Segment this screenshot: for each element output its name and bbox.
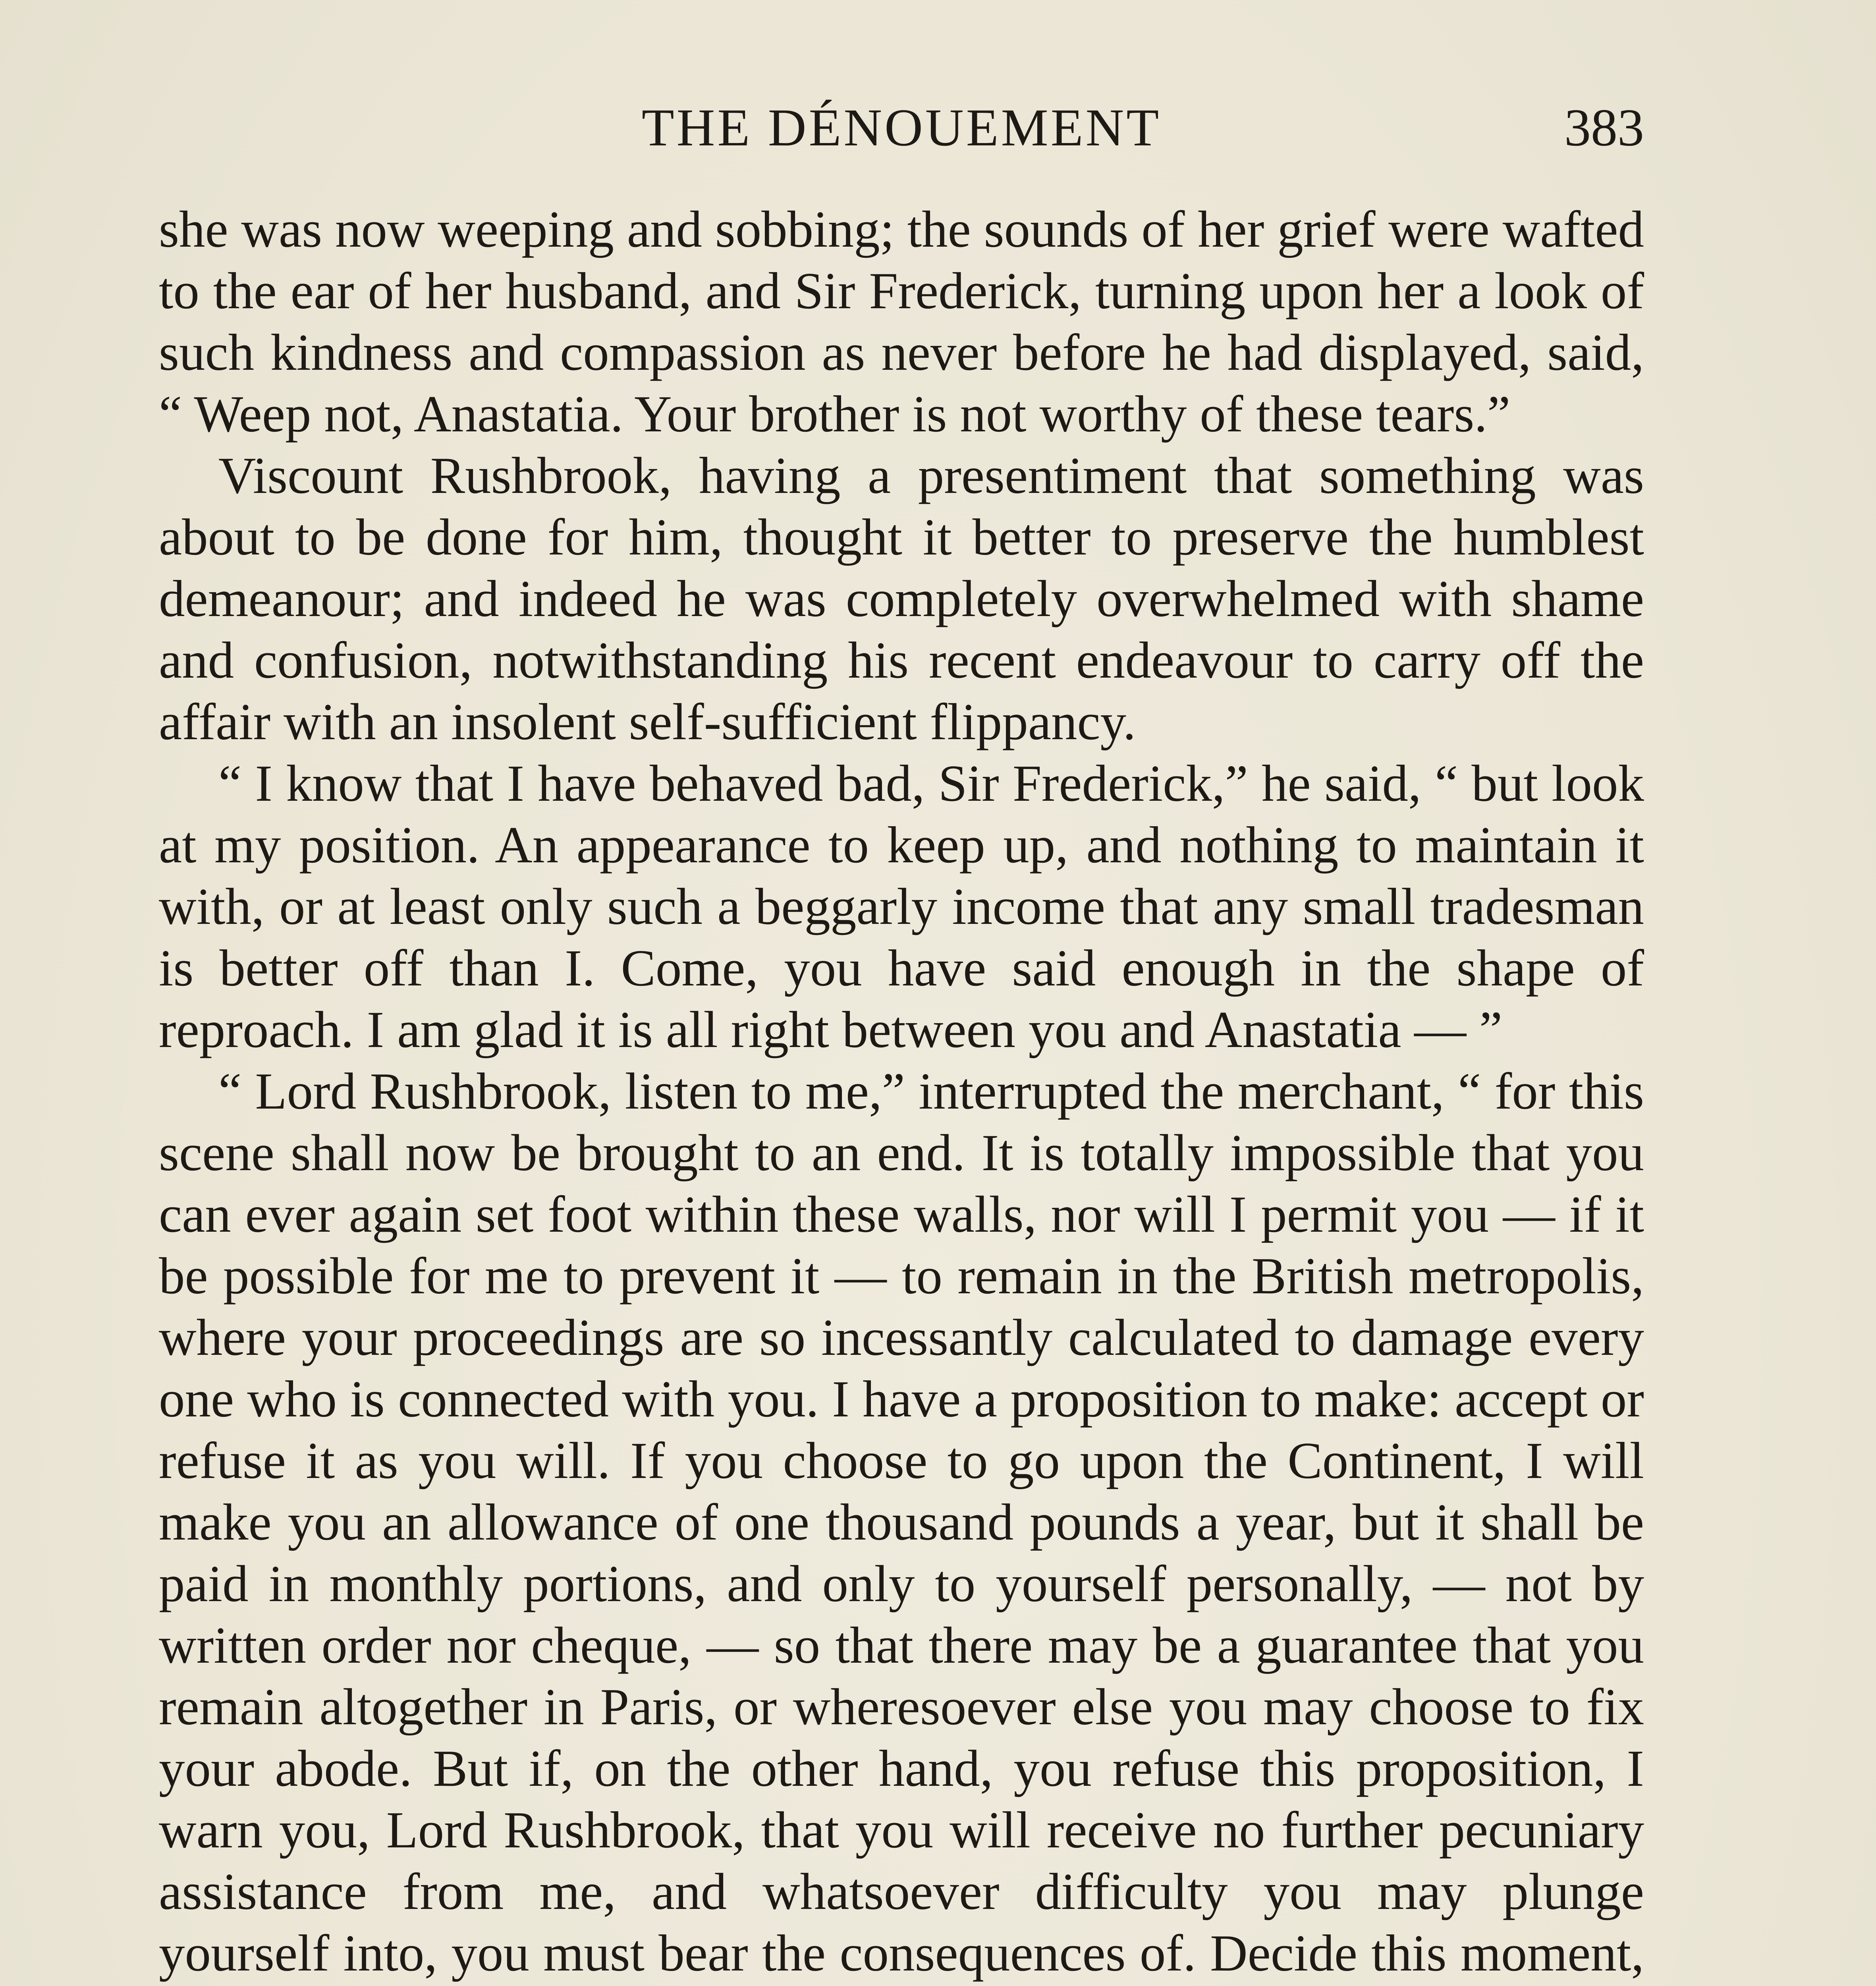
paragraph: Viscount Rushbrook, having a presentiment that something was about to be done for him, thought it better to preserve the humblest demeanour; and indeed he was completely overwhelmed with shame and confusion, notwithstanding his recent endeavour to carry off the affair with an insolent self-sufficient flippancy. bbox=[159, 447, 1644, 751]
paragraph: “ Lord Rushbrook, listen to me,” interrupted the merchant, “ for this scene shall now be brought to an end. It is totally impossible that you can ever again set foot within these walls, nor will I permit you — if it be possible for me to prevent it — to remain in the British metropolis, where your proceedings are so incessantly calculated to damage every one who is connected with you. I have a proposition to make: accept or refuse it as you will. If you choose to go upon the Continent, I will make you an allowance of one thousand pounds a year, but it shall be paid in monthly portions, and only to yourself personally, — not by written order nor cheque, — so that there may be a guarantee that you remain altogether in Paris, or wheresoever else you may choose to fix your abode. But if, on the other hand, you refuse this proposition, I warn you, Lord Rushbrook, that you will receive no further pecuniary assistance from me, and whatsoever difficulty you may plunge yourself into, you must bear the consequences of. Decide this moment, bbox=[159, 1063, 1644, 1982]
paragraph: “ I know that I have behaved bad, Sir Frederick,” he said, “ but look at my position. An appearance to keep up, and nothing to maintain it with, or at least only such a beggarly income that any small tradesman is better off than I. Come, you have said enough in the shape of reproach. I am glad it is all right between you and Anastatia — ” bbox=[159, 755, 1644, 1059]
chapter-title: THE DÉNOUEMENT bbox=[641, 98, 1162, 157]
paragraph: she was now weeping and sobbing; the sounds of her grief were wafted to the ear of her husband, and Sir Frederick, turning upon her a look of such kindness and compassion as never before he had displayed, said, “ Weep not, Anastatia. Your brother is not worthy of these tears.” bbox=[159, 201, 1644, 443]
running-head bbox=[159, 94, 1644, 161]
body-text bbox=[159, 199, 1644, 1986]
page-number: 383 bbox=[1564, 98, 1644, 157]
